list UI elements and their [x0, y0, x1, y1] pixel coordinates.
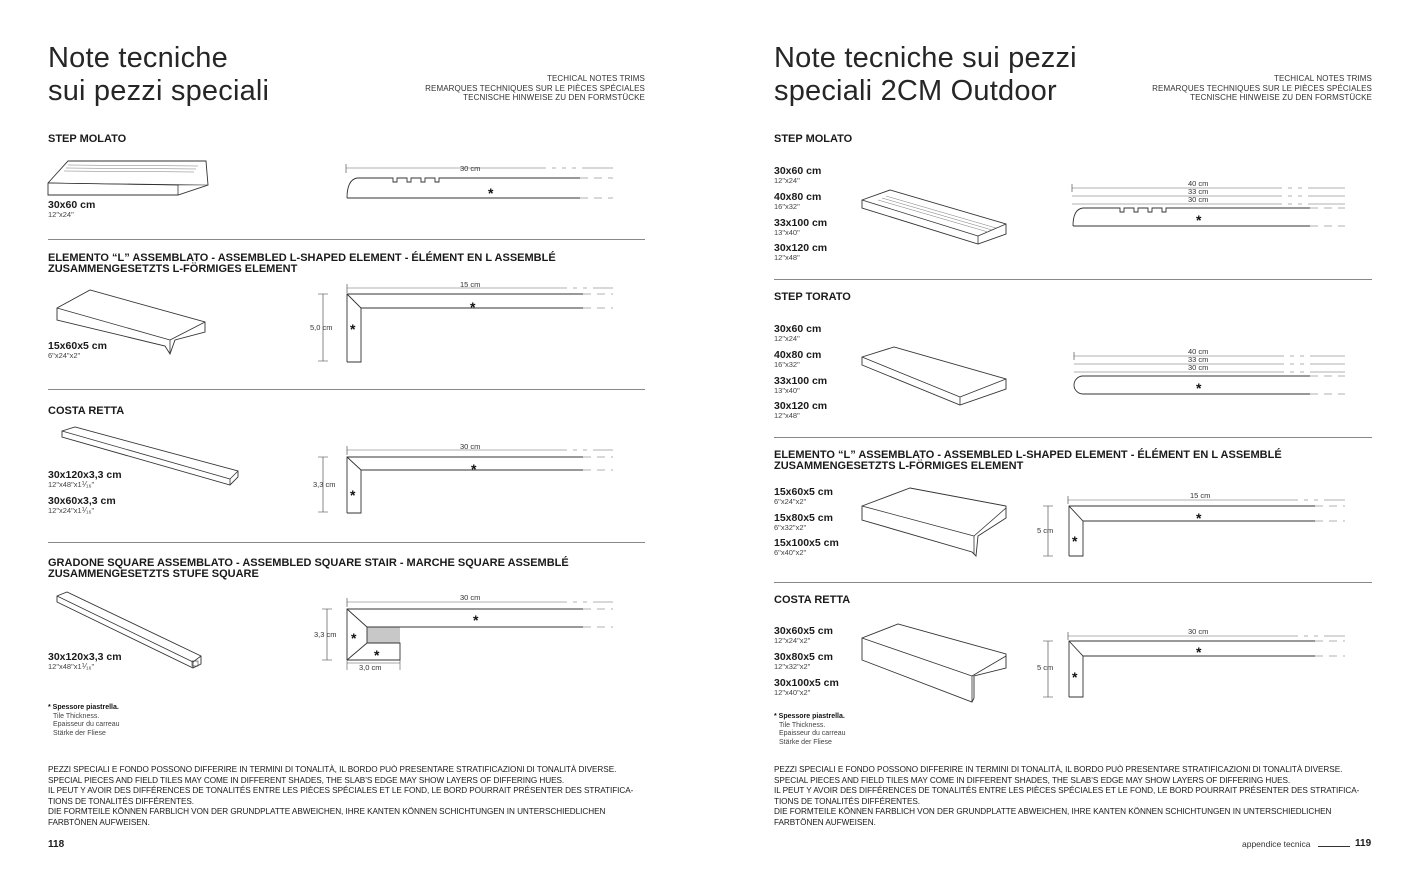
section-divider [774, 279, 1372, 280]
elemento-l-2cm-size-1: 15x60x5 cm 6"x24"x2" [774, 486, 833, 506]
disclaimer: PEZZI SPECIALI E FONDO POSSONO DIFFERIRE IN TERMINI DI TONALITÀ, IL BORDO PUÒ PRESENTARE STRATIFICAZIONI DI TONALITÀ DIVERSE. SPECIAL PIECES AND FIELD TILES MAY COME IN DIFFERENT SHADES, THE SLAB’S EDGE MAY SHOW LAYERS OF DIFFERING HUES. IL PEUT Y AVOIR DES DIFFÉRENCES DE TONALITÉS ENTRE LES PIÈCES SPÉCIALES ET LE FOND, LE BORD POURRAIT PRÉSENTER DES STRATIFICA- TIONS DE TONALITÉS DIFFÉRENTES. DIE FORMTEILE KÖNNEN FARBLICH VON DER GRUNDPLATTE ABWEICHEN, IHRE KANTEN KÖNNEN SCHICHTUNGEN IN UNTERSCHIEDLICHEN FARBTÖNEN AUFWEISEN. [48, 765, 634, 827]
dim-5cm: 5 cm [1037, 526, 1054, 535]
costa-retta-2cm-size-1: 30x60x5 cm 12"x24"x2" [774, 625, 833, 645]
thickness-asterisk: * [350, 321, 356, 337]
thickness-asterisk: * [470, 299, 476, 315]
page-number: 119 [1355, 838, 1372, 849]
step-molato-2cm-profile-drawing [1070, 178, 1350, 230]
section-divider [48, 542, 645, 543]
section-divider [774, 437, 1372, 438]
step-torato-size-4: 30x120 cm 12"x48" [774, 400, 828, 420]
step-molato-size: 30x60 cm 12"x24" [48, 199, 96, 219]
thickness-note: * Spessore piastrella. Tile Thickness. Epaisseur du carreau Stärke der Fliese [48, 704, 120, 737]
dim-5cm: 5 cm [1037, 663, 1054, 672]
thickness-asterisk: * [1072, 533, 1078, 549]
thickness-note-2cm: * Spessore piastrella. Tile Thickness. Epaisseur du carreau Stärke der Fliese [774, 713, 846, 746]
step-torato-illustration [860, 345, 1010, 407]
elemento-l-2cm-illustration [860, 486, 1010, 558]
step-molato-2cm-size-4: 30x120 cm 12"x48" [774, 242, 828, 262]
thickness-asterisk: * [374, 647, 380, 663]
thickness-asterisk: * [351, 630, 357, 646]
section-title-costa-retta: COSTA RETTA [48, 405, 125, 417]
section-title-step-molato-2cm: STEP MOLATO [774, 133, 853, 145]
thickness-asterisk: * [1196, 644, 1202, 660]
dim-30cm: 30 cm [460, 593, 481, 602]
section-title-costa-retta-2cm: COSTA RETTA [774, 594, 851, 606]
gradone-profile-drawing [308, 592, 618, 677]
page-number: 118 [48, 839, 65, 850]
dim-5cm: 5,0 cm [310, 323, 333, 332]
elemento-l-2cm-size-2: 15x80x5 cm 6"x32"x2" [774, 512, 833, 532]
step-torato-profile-drawing [1070, 346, 1350, 398]
thickness-asterisk: * [1196, 212, 1202, 228]
thickness-asterisk: * [350, 487, 356, 503]
dim-15cm: 15 cm [460, 280, 481, 289]
section-title-elemento-l: ELEMENTO “L” ASSEMBLATO - ASSEMBLED L-SHAPED ELEMENT - ÉLÉMENT EN L ASSEMBLÉ ZUSAMMENGESETZTS L-FÖRMIGES ELEMENT [48, 252, 556, 275]
right-page-title: Note tecniche sui pezzi speciali 2CM Outdoor [774, 42, 1077, 107]
thickness-asterisk: * [488, 185, 494, 201]
dim-30cm: 30 cm [460, 164, 481, 173]
dim-3-3cm: 3,3 cm [314, 630, 337, 639]
thickness-asterisk: * [1072, 669, 1078, 685]
dim-30cm: 30 cm [1188, 363, 1209, 372]
thickness-asterisk: * [473, 612, 479, 628]
dim-33cm: 33 cm [1188, 355, 1209, 364]
costa-retta-2cm-size-2: 30x80x5 cm 12"x32"x2" [774, 651, 833, 671]
step-molato-2cm-size-3: 33x100 cm 13"x40" [774, 217, 828, 237]
footer-label: appendice tecnica [1242, 839, 1311, 849]
dim-30cm: 30 cm [1188, 195, 1209, 204]
footer-rule [1318, 846, 1350, 847]
costa-retta-2cm-profile-drawing [1035, 625, 1350, 700]
section-title-gradone: GRADONE SQUARE ASSEMBLATO - ASSEMBLED SQUARE STAIR - MARCHE SQUARE ASSEMBLÉ ZUSAMMENGESETZTS STUFE SQUARE [48, 557, 569, 580]
dim-15cm: 15 cm [1190, 491, 1211, 500]
section-title-step-molato: STEP MOLATO [48, 133, 127, 145]
step-molato-profile-drawing [345, 160, 615, 205]
left-page-title: Note tecniche sui pezzi speciali [48, 42, 270, 107]
dim-30cm: 30 cm [460, 442, 481, 451]
gradone-size: 30x120x3,3 cm 12"x48"x1⅟₁₆" [48, 651, 122, 671]
elemento-l-size: 15x60x5 cm 6"x24"x2" [48, 340, 107, 360]
costa-retta-profile-drawing [308, 440, 618, 515]
elemento-l-profile-drawing [308, 278, 618, 368]
dim-30cm: 30 cm [1188, 627, 1209, 636]
thickness-asterisk: * [471, 461, 477, 477]
step-torato-size-3: 33x100 cm 13"x40" [774, 375, 828, 395]
section-divider [48, 389, 645, 390]
costa-retta-size-2: 30x60x3,3 cm 12"x24"x1⅟₁₆" [48, 495, 116, 515]
dim-40cm: 40 cm [1188, 179, 1209, 188]
dim-40cm: 40 cm [1188, 347, 1209, 356]
section-title-step-torato: STEP TORATO [774, 291, 851, 303]
elemento-l-2cm-profile-drawing [1035, 488, 1350, 560]
section-divider [48, 239, 645, 240]
left-subtitle: TECHICAL NOTES TRIMS REMARQUES TECHNIQUES SUR LE PIÈCES SPÉCIALES TECNISCHE HINWEISE ZU DEN FORMSTÜCKE [425, 74, 645, 103]
step-molato-2cm-illustration [860, 188, 1010, 248]
costa-retta-2cm-illustration [860, 622, 1010, 702]
right-subtitle: TECHICAL NOTES TRIMS REMARQUES TECHNIQUES SUR LE PIÈCES SPÉCIALES TECNISCHE HINWEISE ZU DEN FORMSTÜCKE [1152, 74, 1372, 103]
section-divider [774, 582, 1372, 583]
elemento-l-2cm-size-3: 15x100x5 cm 6"x40"x2" [774, 537, 839, 557]
step-molato-2cm-size-1: 30x60 cm 12"x24" [774, 165, 822, 185]
thickness-asterisk: * [1196, 380, 1202, 396]
costa-retta-size-1: 30x120x3,3 cm 12"x48"x1⅟₁₆" [48, 469, 122, 489]
step-torato-size-1: 30x60 cm 12"x24" [774, 323, 822, 343]
step-torato-size-2: 40x80 cm 16"x32" [774, 349, 822, 369]
section-title-elemento-l-2cm: ELEMENTO “L” ASSEMBLATO - ASSEMBLED L-SHAPED ELEMENT - ÉLÉMENT EN L ASSEMBLÉ ZUSAMMENGESETZTS L-FÖRMIGES ELEMENT [774, 449, 1282, 472]
dim-3-3cm: 3,3 cm [313, 480, 336, 489]
disclaimer-2cm: PEZZI SPECIALI E FONDO POSSONO DIFFERIRE IN TERMINI DI TONALITÀ, IL BORDO PUÒ PRESENTARE STRATIFICAZIONI DI TONALITÀ DIVERSE. SPECIAL PIECES AND FIELD TILES MAY COME IN DIFFERENT SHADES, THE SLAB’S EDGE MAY SHOW LAYERS OF DIFFERING HUES. IL PEUT Y AVOIR DES DIFFÉRENCES DE TONALITÉS ENTRE LES PIÈCES SPÉCIALES ET LE FOND, LE BORD POURRAIT PRÉSENTER DES STRATIFICA- TIONS DE TONALITÉS DIFFÉRENTES. DIE FORMTEILE KÖNNEN FARBLICH VON DER GRUNDPLATTE ABWEICHEN, IHRE KANTEN KÖNNEN SCHICHTUNGEN IN UNTERSCHIEDLICHEN FARBTÖNEN AUFWEISEN. [774, 765, 1360, 827]
dim-33cm: 33 cm [1188, 187, 1209, 196]
step-molato-2cm-size-2: 40x80 cm 16"x32" [774, 191, 822, 211]
thickness-asterisk: * [1196, 510, 1202, 526]
dim-3cm: 3,0 cm [359, 663, 382, 672]
costa-retta-2cm-size-3: 30x100x5 cm 12"x40"x2" [774, 677, 839, 697]
